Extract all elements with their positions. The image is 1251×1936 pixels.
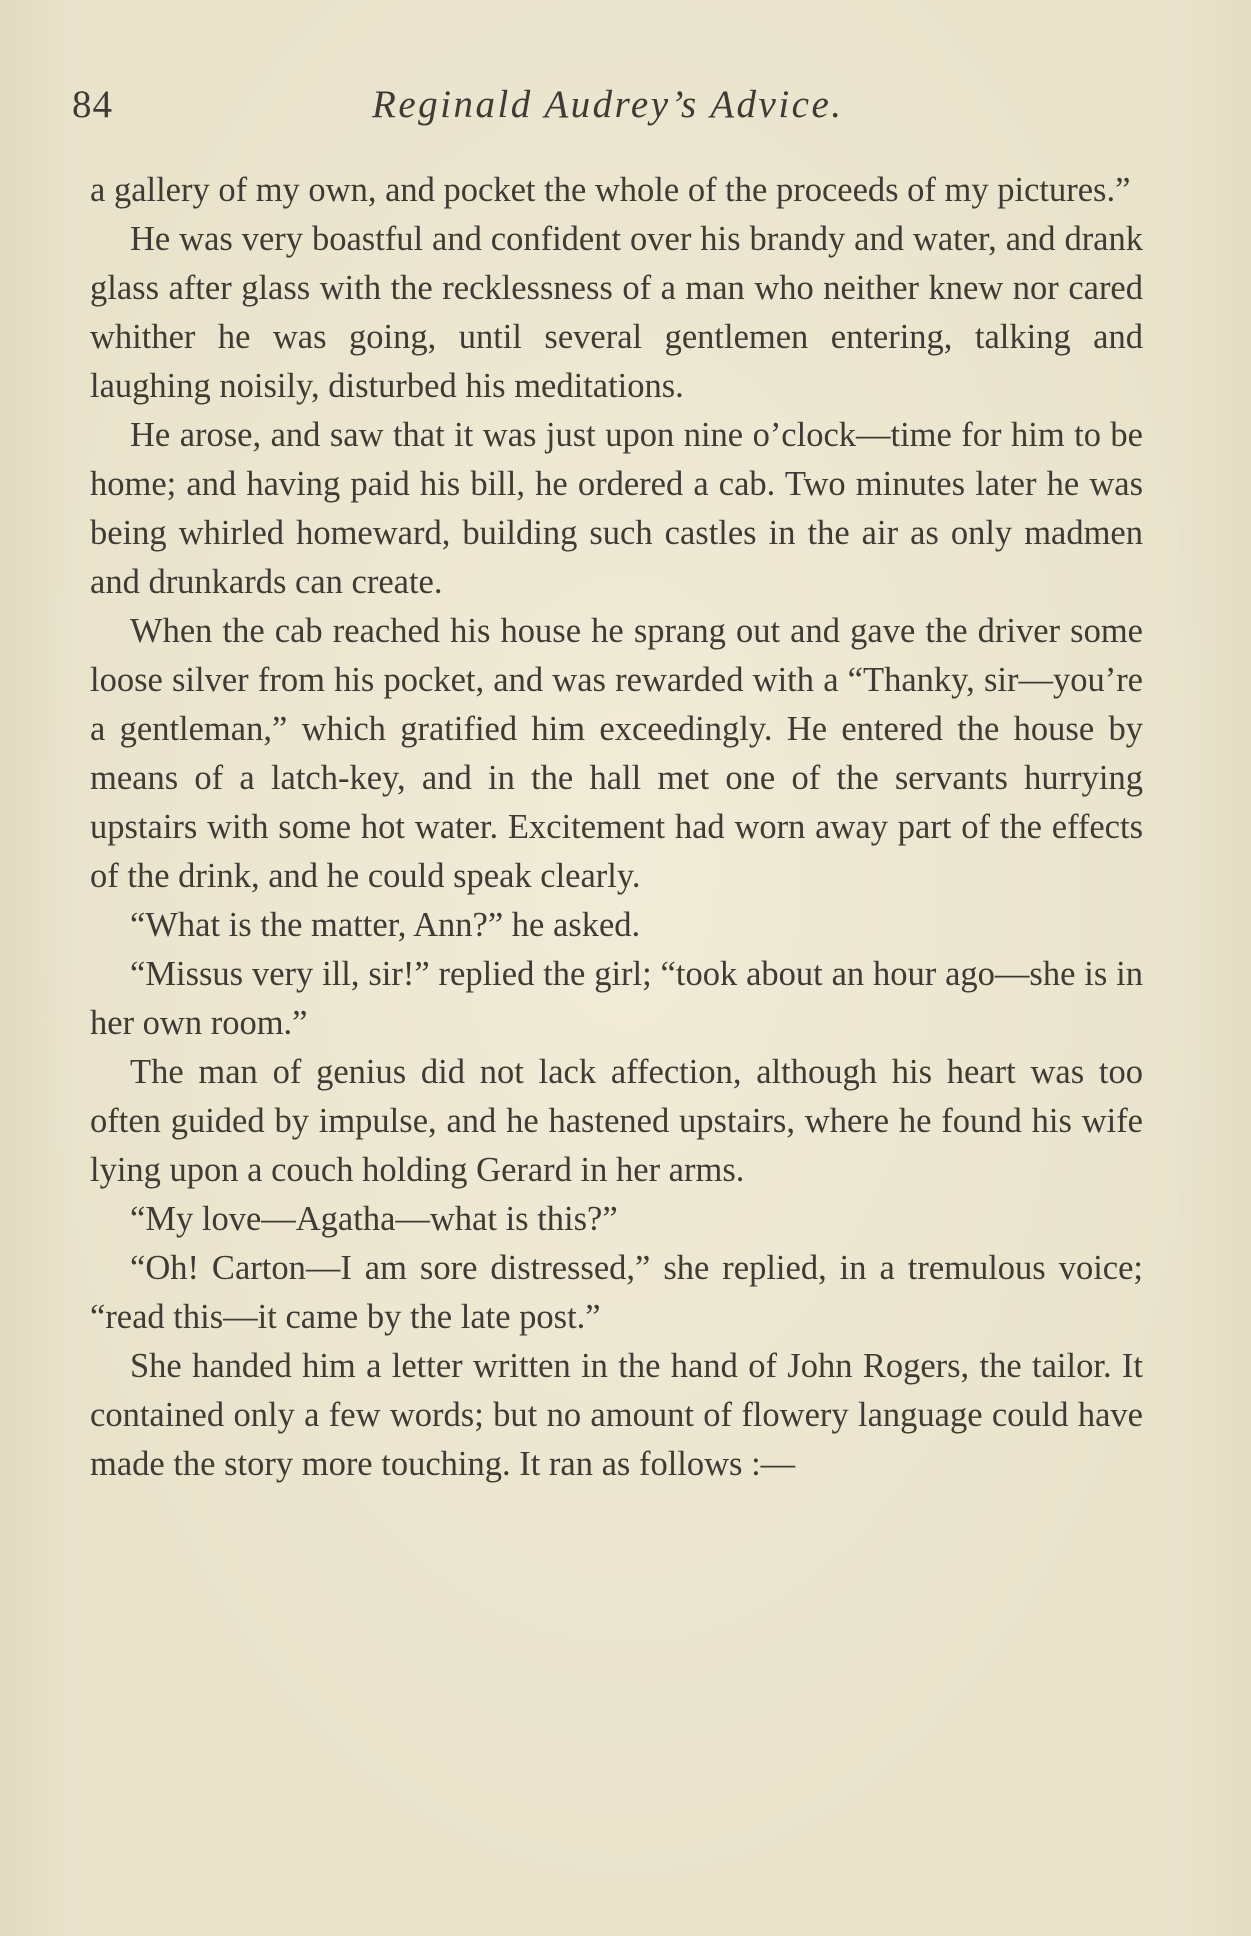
page-number: 84: [72, 83, 113, 126]
paragraph: “Oh! Carton—I am sore distressed,” she replied, in a tremulous voice; “read this—it came by the late post.”: [90, 1249, 1143, 1336]
paragraph-continued: a gallery of my own, and pocket the whole of the proceeds of my pictures.”: [90, 171, 1131, 209]
paragraph: The man of genius did not lack affection, although his heart was too often guided by impulse, and he hastened upstairs, where he found his wife lying upon a couch holding Gerard in her arms.: [90, 1053, 1143, 1189]
paragraph: She handed him a letter written in the hand of John Rogers, the tailor. It contained only a few words; but no amount of flowery language could have made the story more touching. It ran as follows :—: [90, 1347, 1143, 1483]
paragraph: When the cab reached his house he sprang out and gave the driver some loose silver from his pocket, and was rewarded with a “Thanky, sir—you’re a gentleman,” which gratified him exceedingly. He entered the house by means of a latch-key, and in the hall met one of the servants hurrying upstairs with some hot water. Excitement had worn away part of the effects of the drink, and he could speak clearly.: [90, 612, 1143, 895]
body-text: [90, 166, 1143, 1489]
paragraph: He was very boastful and confident over his brandy and water, and drank glass after glass with the recklessness of a man who neither knew nor cared whither he was going, until several gentlemen entering, talking and laughing noisily, disturbed his meditations.: [90, 220, 1143, 405]
paragraph: “My love—Agatha—what is this?”: [130, 1200, 618, 1238]
paragraph: He arose, and saw that it was just upon nine o’clock—time for him to be home; and having paid his bill, he ordered a cab. Two minutes later he was being whirled homeward, building such castles in the air as only madmen and drunkards can create.: [90, 416, 1143, 601]
running-head: [72, 82, 1142, 132]
paragraph: “Missus very ill, sir!” replied the girl; “took about an hour ago—she is in her own room.”: [90, 955, 1143, 1042]
paragraph: “What is the matter, Ann?” he asked.: [130, 906, 641, 944]
running-title: Reginald Audrey’s Advice.: [372, 83, 844, 126]
